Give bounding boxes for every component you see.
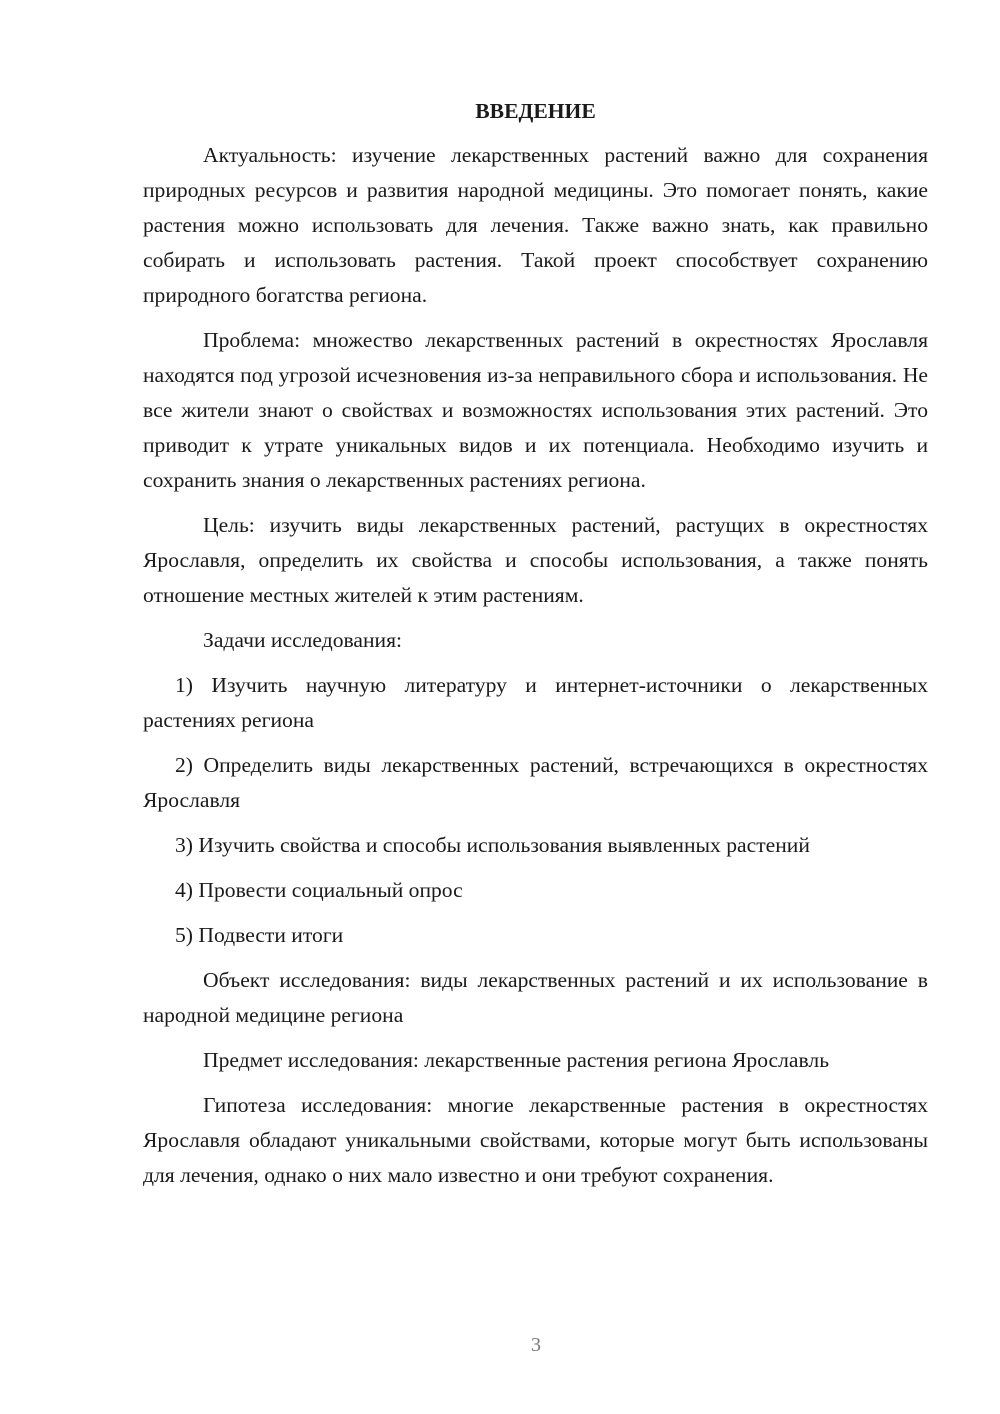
page-number: 3: [531, 1334, 541, 1356]
subject-paragraph: Предмет исследования: лекарственные растения региона Ярославль: [203, 1048, 830, 1072]
list-item: 4) Провести социальный опрос: [175, 878, 463, 902]
hypothesis-paragraph: Гипотеза исследования: многие лекарственные растения в окрестностях Ярославля обладают уникальными свойствами, которые могут быть использованы для лечения, однако о них мало известно и они требуют сохранения.: [143, 1093, 928, 1187]
list-item: 2) Определить виды лекарственных растений, встречающихся в окрестностях Ярославля: [143, 753, 928, 812]
object-paragraph: Объект исследования: виды лекарственных растений и их использование в народной медицине региона: [143, 968, 928, 1027]
list-item: 5) Подвести итоги: [175, 923, 344, 947]
tasks-list: [143, 668, 928, 953]
list-item: 3) Изучить свойства и способы использования выявленных растений: [175, 833, 810, 857]
tasks-heading: Задачи исследования:: [203, 628, 403, 652]
document-page: [143, 96, 928, 1203]
goal-paragraph: Цель: изучить виды лекарственных растений, растущих в окрестностях Ярославля, определить их свойства и способы использования, а также понять отношение местных жителей к этим растениям.: [143, 513, 928, 607]
relevance-paragraph: Актуальность: изучение лекарственных растений важно для сохранения природных ресурсов и развития народной медицины. Это помогает понять, какие растения можно использовать для лечения. Также важно знать, как правильно собирать и использовать растения. Такой проект способствует сохранению природного богатства региона.: [143, 143, 928, 307]
problem-paragraph: Проблема: множество лекарственных растений в окрестностях Ярославля находятся под угрозой исчезновения из-за неправильного сбора и использования. Не все жители знают о свойствах и возможностях использования этих растений. Это приводит к утрате уникальных видов и их потенциала. Необходимо изучить и сохранить знания о лекарственных растениях региона.: [143, 328, 928, 492]
page-title: ВВЕДЕНИЕ: [475, 99, 596, 123]
list-item: 1) Изучить научную литературу и интернет-источники о лекарственных растениях региона: [143, 673, 928, 732]
